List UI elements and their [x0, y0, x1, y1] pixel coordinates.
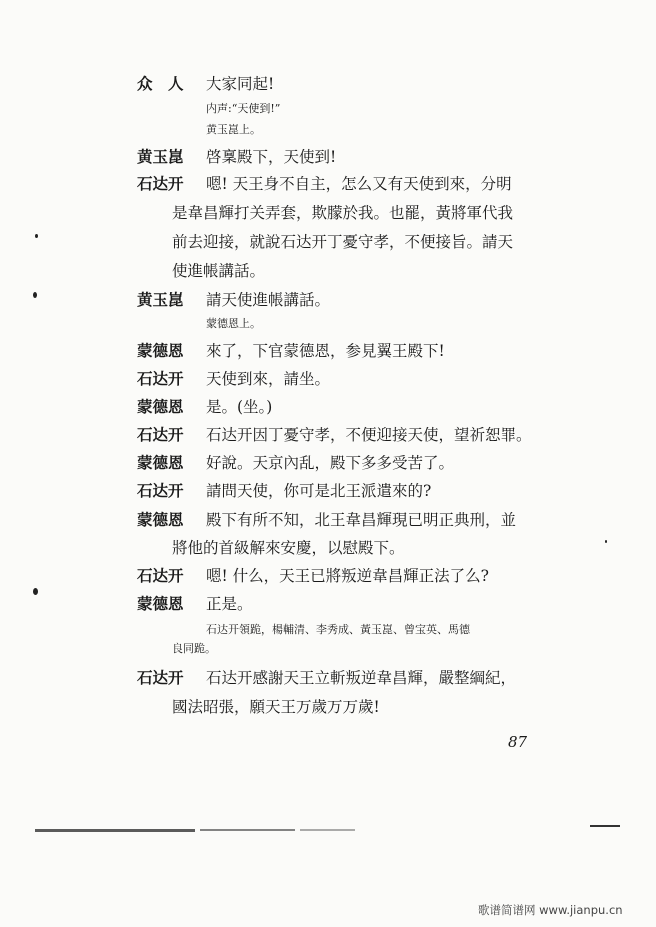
dialogue-text: 天使到來，請坐。: [206, 370, 331, 388]
stage-direction: 蒙德恩上。: [206, 317, 261, 330]
speaker-label: 石达开: [137, 566, 184, 585]
stage-direction: 黄玉崑上。: [206, 123, 261, 136]
dialogue-continuation: 將他的首級解來安慶，以慰殿下。: [172, 539, 405, 557]
dialogue-continuation: 使進帳講話。: [172, 262, 266, 280]
dialogue-text: 啓稟殿下，天使到!: [206, 148, 337, 166]
stage-direction: 石达开領跪，楊輔清、李秀成、黃玉崑、曾宝英、馬德: [206, 623, 470, 636]
page-number: 87: [508, 733, 528, 751]
speaker-label: 众 人: [137, 74, 184, 93]
dialogue-text: 好說。天京內乱，殿下多多受苦了。: [206, 454, 455, 472]
speaker-label: 黄玉崑: [137, 290, 184, 309]
bottom-rule: [35, 829, 195, 832]
dialogue-text: 石达开感謝天王立斬叛逆韋昌輝，嚴整綱紀，: [206, 669, 517, 687]
stage-direction: 内声:“天使到!”: [206, 102, 281, 115]
dialogue-text: 正是。: [206, 595, 253, 613]
speaker-label: 蒙德恩: [137, 453, 184, 472]
dialogue-text: 嗯! 天王身不自主，怎么又有天使到來，分明: [206, 175, 512, 193]
dialogue-text: 嗯! 什么，天王已將叛逆韋昌輝正法了么?: [206, 567, 489, 585]
speaker-label: 石达开: [137, 369, 184, 388]
speaker-label: 蒙德恩: [137, 341, 184, 360]
bottom-rule: [200, 829, 295, 831]
stage-direction: 良同跪。: [172, 642, 216, 655]
scan-speck: [35, 234, 38, 238]
dialogue-text: 請天使進帳講話。: [206, 291, 331, 309]
speaker-label: 黄玉崑: [137, 147, 184, 166]
dialogue-text: 來了，下官蒙德恩，参見翼王殿下!: [206, 342, 445, 360]
bottom-rule: [590, 825, 620, 827]
speaker-label: 石达开: [137, 668, 184, 687]
speaker-label: 石达开: [137, 174, 184, 193]
dialogue-text: 請問天使，你可是北王派遣來的?: [206, 482, 432, 500]
dialogue-text: 是。(坐。): [206, 398, 273, 416]
dialogue-continuation: 是韋昌輝打关弄套，欺朦於我。也罷，黃將軍代我: [172, 204, 514, 222]
speaker-label: 蒙德恩: [137, 510, 184, 529]
scan-speck: [605, 540, 607, 543]
dialogue-text: 大家同起!: [206, 75, 275, 93]
dialogue-text: 石达开因丁憂守孝，不便迎接天使，望祈恕罪。: [206, 426, 532, 444]
speaker-label: 蒙德恩: [137, 397, 184, 416]
speaker-label: 石达开: [137, 425, 184, 444]
dialogue-text: 殿下有所不知，北王韋昌輝現已明正典刑，並: [206, 511, 517, 529]
scan-speck: [33, 292, 37, 298]
speaker-label: 蒙德恩: [137, 594, 184, 613]
watermark: 歌谱简谱网 www.jianpu.cn: [478, 903, 623, 917]
speaker-label: 石达开: [137, 481, 184, 500]
scan-speck: [33, 588, 38, 595]
dialogue-continuation: 國法昭張，願天王万歲万万歲!: [172, 698, 380, 716]
dialogue-continuation: 前去迎接，就說石达开丁憂守孝，不便接旨。請天: [172, 233, 514, 251]
bottom-rule: [300, 829, 355, 831]
